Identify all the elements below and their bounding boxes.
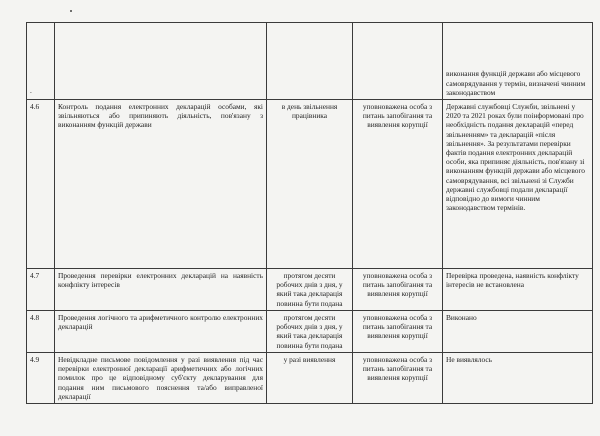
term-cell: у разі виявлення: [267, 353, 353, 404]
table-row: [27, 353, 593, 404]
measure-cell: Проведення перевірки електронних декларацій на наявність конфлікту інтересів: [55, 269, 267, 311]
row-number: 4.8: [27, 311, 55, 353]
measure-cell: Контроль подання електронних декларацій особами, які звільняються або припиняють діяльність, пов'язану з виконанням функцій держави: [55, 100, 267, 269]
row-number: 4.7: [27, 269, 55, 311]
term-cell: протягом десяти робочих днів з дня, у який така декларація повинна бути подана: [267, 269, 353, 311]
responsible-cell: уповноважена особа з питань запобігання та виявлення корупції: [353, 311, 443, 353]
term-cell: протягом десяти робочих днів з дня, у який така декларація повинна бути подана: [267, 311, 353, 353]
term-cell: [267, 23, 353, 100]
status-cell: Не виявлялось: [443, 353, 593, 404]
status-cell: Виконано: [443, 311, 593, 353]
table-row: [27, 100, 593, 269]
responsible-cell: уповноважена особа з питань запобігання та виявлення корупції: [353, 353, 443, 404]
table-row-continued: [27, 23, 593, 100]
responsible-cell: уповноважена особа з питань запобігання та виявлення корупції: [353, 100, 443, 269]
row-number: 4.6: [27, 100, 55, 269]
term-cell: в день звільнення працівника: [267, 100, 353, 269]
scan-speck: [70, 10, 72, 12]
measure-cell: [55, 23, 267, 100]
row-number: 4.9: [27, 353, 55, 404]
measure-cell: Проведення логічного та арифметичного контролю електронних декларацій: [55, 311, 267, 353]
responsible-cell: уповноважена особа з питань запобігання та виявлення корупції: [353, 269, 443, 311]
measures-table: [26, 22, 593, 404]
table-row: [27, 311, 593, 353]
status-cell: Державні службовці Служби, звільнені у 2020 та 2021 роках були поінформовані про необхідність подання декларацій «перед звільненням» та декларацій «після звільнення». За результатами перевірки фактів подання електронних декларацій особи, яка припиняє діяльність, пов'язану зі виконанням функцій держави або місцевого самоврядування, всі звільнені зі Служби державні службовці подали декларації відповідно до вимоги чинним законодавством термінів.: [443, 100, 593, 269]
status-cell: виконання функцій держави або місцевого самоврядування у термін, визначені чинним законодавством: [443, 23, 593, 100]
row-number: .: [27, 23, 55, 100]
measure-cell: Невідкладне письмове повідомлення у разі виявлення під час перевірки електронної декларації арифметичних або логічних помилок про це відповідному суб'єкту декларування для подання ним письмового пояснення та/або виправленої декларації: [55, 353, 267, 404]
table-row: [27, 269, 593, 311]
responsible-cell: [353, 23, 443, 100]
status-cell: Перевірка проведена, наявність конфлікту інтересів не встановлена: [443, 269, 593, 311]
